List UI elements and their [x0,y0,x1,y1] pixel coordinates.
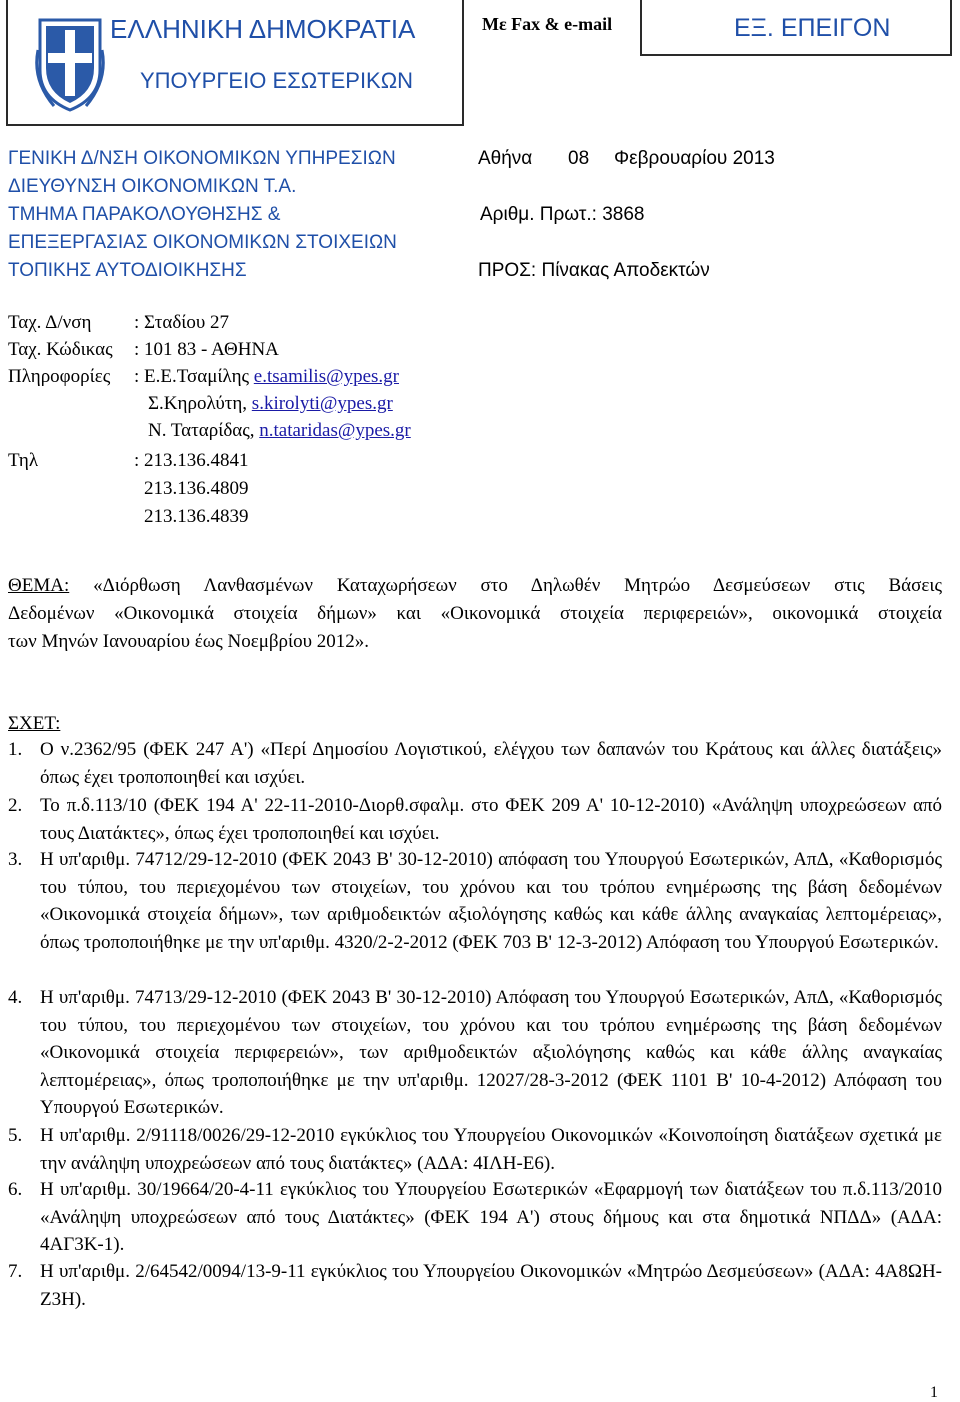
reference-text: Ο ν.2362/95 (ΦΕΚ 247 Α') «Περί Δημοσίου Λογιστικού, ελέγχου των δαπανών του Κράτους και άλλες διατάξεις» όπως έχει τροποποιηθεί και ισχύει. [40,739,942,788]
email-link-1[interactable]: e.tsamilis@ypes.gr [253,366,399,387]
date-city: Αθήνα [478,148,533,169]
info-person-2 [148,393,393,415]
sender-line-2: ΔΙΕΥΘΥΝΣΗ ΟΙΚΟΝΟΜΙΚΩΝ Τ.Α. [8,176,297,197]
references-label: ΣΧΕΤ: [8,713,61,734]
reference-text: Το π.δ.113/10 (ΦΕΚ 194 Α' 22-11-2010-Διορθ.σφαλμ. στο ΦΕΚ 209 Α' 10-12-2010) «Ανάληψη υποχρεώσεων από τους Διατάκτες», όπως έχει τροποποιηθεί και ισχύει. [40,795,942,844]
reference-text: Η υπ'αριθμ. 30/19664/20-4-11 εγκύκλιος του Υπουργείου Εσωτερικών «Εφαρμογή των διατάξεων του π.δ.113/2010 «Ανάληψη υποχρεώσεων από τους Διατάκτες» (ΦΕΚ 194 Α') στους δήμους και στα δημοτικά ΝΠΔΔ» (ΑΔΑ: 4ΑΓ3Κ-1). [40,1179,942,1255]
postcode-value: : 101 83 - ΑΘΗΝΑ [134,339,279,360]
sender-line-1: ΓΕΝΙΚΗ Δ/ΝΣΗ ΟΙΚΟΝΟΜΙΚΩΝ ΥΠΗΡΕΣΙΩΝ [8,148,396,169]
sender-line-4: ΕΠΕΞΕΡΓΑΣΙΑΣ ΟΙΚΟΝΟΜΙΚΩΝ ΣΤΟΙΧΕΙΩΝ [8,232,397,253]
reference-text: Η υπ'αριθμ. 74713/29-12-2010 (ΦΕΚ 2043 Β' 30-12-2010) Απόφαση του Υπουργού Εσωτερικών, ΑπΔ, «Καθορισμός του τύπου, του περιεχομένου των στοιχείων, του χρόνου και του τρόπου ενημέρωσης της βάση δεδομένων «Οικονομικά στοιχεία περιφερειών», των αριθμοδεικτών αξιολόγησης καθώς και κάθε άλλης αναγκαίας λεπτομέρειας», όπως τροποποιήθηκε με την υπ'αριθμ. 12027/28-3-2012 (ΦΕΚ 1101 Β' 10-4-2012) Απόφαση του Υπουργού Εσωτερικών. [40,987,942,1118]
protocol-number: Αριθμ. Πρωτ.: 3868 [480,204,645,225]
reference-number: 2. [8,795,23,816]
subject-text-1: «Διόρθωση Λανθασμένων Καταχωρήσεων στο Δηλωθέν Μητρώο Δεσμεύσεων στις Βάσεις [93,575,942,596]
reference-item-6 [8,1176,942,1260]
date-month-year: Φεβρουαρίου 2013 [614,148,775,169]
reference-text: Η υπ'αριθμ. 2/64542/0094/13-9-11 εγκύκλιος του Υπουργείου Οικονομικών «Μητρώο Δεσμεύσεων» (ΑΔΑ: 4Α8ΩΗ-Ζ3Η). [40,1261,942,1310]
reference-number: 1. [8,739,23,760]
person-1-name: : Ε.Ε.Τσαμίλης [134,366,250,387]
urgent-box [640,0,952,56]
reference-number: 7. [8,1261,23,1282]
reference-text: Η υπ'αριθμ. 74712/29-12-2010 (ΦΕΚ 2043 Β' 30-12-2010) απόφαση του Υπουργού Εσωτερικών, ΑπΔ, «Καθορισμός του τύπου, του περιεχομένου των στοιχείων, του χρόνου και του τρόπου ενημέρωσης της βάση δεδομένων «Οικονομικά στοιχεία δήμων», των αριθμοδεικτών αξιολόγησης καθώς και κάθε άλλης αναγκαίας λεπτομέρειας», όπως τροποποιήθηκε με την υπ'αριθμ. 4320/2-2-2012 (ΦΕΚ 703 Β' 12-3-2012) Απόφαση του Υπουργού Εσωτερικών. [40,849,942,953]
subject-line-1 [8,572,942,600]
subject-label: ΘΕΜΑ: [8,575,70,596]
info-person-3 [148,420,411,442]
reference-number: 4. [8,987,23,1008]
reference-item-4 [8,984,942,1122]
recipient: ΠΡΟΣ: Πίνακας Αποδεκτών [478,260,710,281]
reference-item-5 [8,1122,942,1178]
info-person-1 [134,366,399,388]
ministry-title: ΥΠΟΥΡΓΕΙΟ ΕΣΩΤΕΡΙΚΩΝ [140,68,414,93]
phone-label: Τηλ [8,450,39,471]
reference-text: Η υπ'αριθμ. 2/91118/0026/29-12-2010 εγκύκλιος του Υπουργείου Οικονομικών «Κοινοποίηση διατάξεων σχετικά με την ανάληψη υποχρεώσεων από τους διατάκτες» (ΑΔΑ: 4ΙΛΗ-Ε6). [40,1125,942,1174]
phone-2: 213.136.4809 [144,478,249,499]
sender-line-5: ΤΟΠΙΚΗΣ ΑΥΤΟΔΙΟΙΚΗΣΗΣ [8,260,247,281]
email-link-3[interactable]: n.tataridas@ypes.gr [259,420,411,441]
reference-number: 5. [8,1125,23,1146]
address-label: Ταχ. Δ/νση [8,312,92,333]
fax-label: Με Fax & e-mail [482,14,613,34]
address-value: : Σταδίου 27 [134,312,230,333]
person-2-name: Σ.Κηρολύτη, [148,393,248,414]
urgent-label: ΕΞ. ΕΠΕΙΓΟΝ [734,14,891,42]
reference-number: 3. [8,849,23,870]
reference-item-3 [8,846,942,984]
reference-item-1 [8,736,942,792]
reference-number: 6. [8,1179,23,1200]
page-number: 1 [930,1384,938,1401]
date-day: 08 [568,148,590,169]
person-3-name: Ν. Ταταρίδας, [148,420,255,441]
header-box [6,0,464,126]
postcode-label: Ταχ. Κώδικας [8,339,113,360]
phone-1: : 213.136.4841 [134,450,249,471]
republic-title: ΕΛΛΗΝΙΚΗ ΔΗΜΟΚΡΑΤΙΑ [110,14,416,44]
subject-line-3: των Μηνών Ιανουαρίου έως Νοεμβρίου 2012». [8,631,370,652]
email-link-2[interactable]: s.kirolyti@ypes.gr [251,393,393,414]
reference-item-2 [8,792,942,848]
sender-line-3: ΤΜΗΜΑ ΠΑΡΑΚΟΛΟΥΘΗΣΗΣ & [8,204,281,225]
info-label: Πληροφορίες [8,366,111,387]
subject-line-2: Δεδομένων «Οικονομικά στοιχεία δήμων» και «Οικονομικά στοιχεία περιφερειών», οικονομικά στοιχεία [8,603,942,624]
fax-box [470,0,632,56]
reference-item-7 [8,1258,942,1314]
greek-emblem-icon [34,10,106,114]
phone-3: 213.136.4839 [144,506,249,527]
